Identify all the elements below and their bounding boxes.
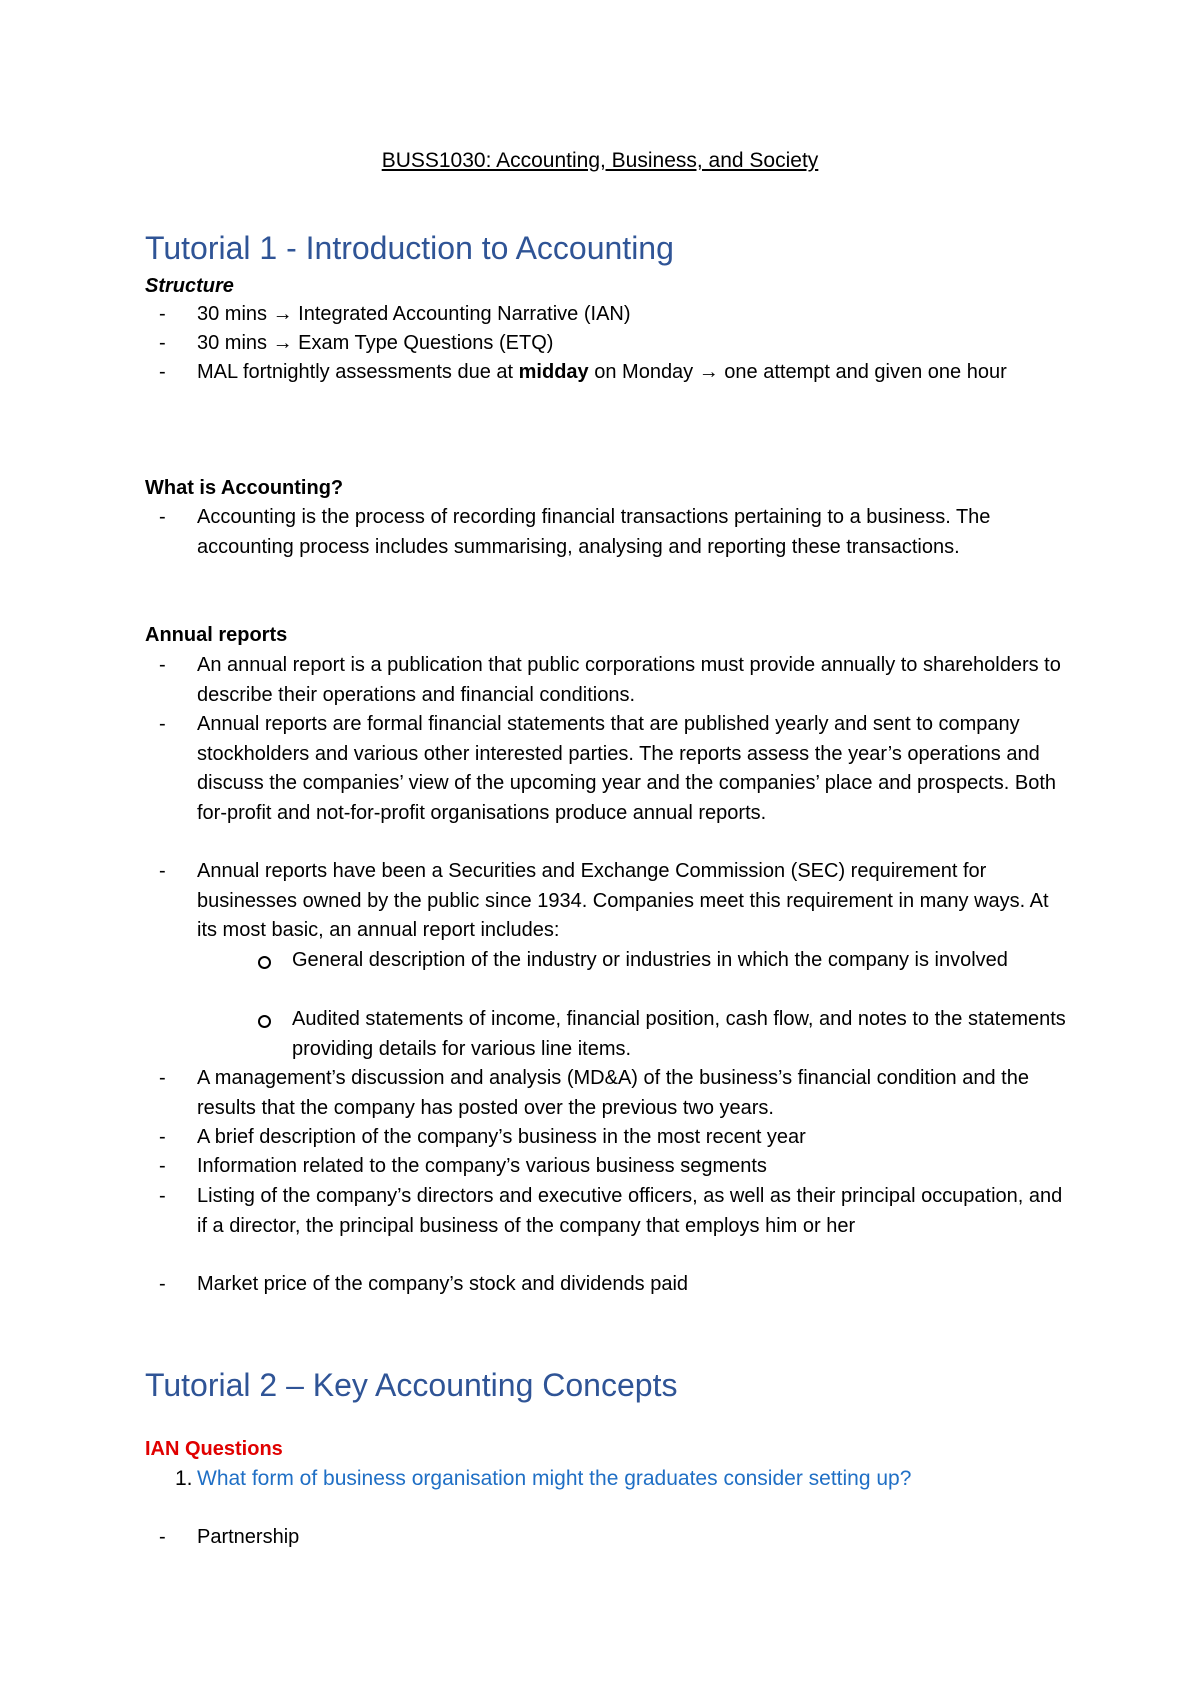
circle-bullet-icon [258,1015,271,1028]
bullet-dash: - [159,860,166,882]
numbered-question [175,1464,1067,1493]
list-item: - Accounting is the process of recording financial transactions pertaining to a business. The accounting process includes summarising, analysing and reporting these transactions. [197,503,1067,562]
ian-questions-heading: IAN Questions [145,1438,283,1460]
bullet-dash: - [159,654,166,676]
bullet-dash: - [159,1126,166,1148]
list-item: - Information related to the company’s various business segments [197,1152,1067,1182]
annual-reports-heading: Annual reports [145,624,288,646]
list-item: - Annual reports are formal financial statements that are published yearly and sent to company stockholders and various other interested parties. The reports assess the year’s operations and discuss the companies’ view of the upcoming year and the companies’ place and prospects. Both for-profit and not-for-profit organisations produce annual reports. [197,710,1067,828]
list-item: - Partnership [197,1523,1067,1553]
bullet-dash: - [159,1526,166,1548]
sub-list-item: Audited statements of income, financial position, cash flow, and notes to the statements providing details for various line items. [292,1005,1067,1064]
bullet-dash: - [159,332,166,354]
bullet-dash: - [159,1067,166,1089]
question-number: 1. [175,1467,193,1490]
bullet-dash: - [159,713,166,735]
bullet-dash: - [159,303,166,325]
list-item: - MAL fortnightly assessments due at midday on Monday → one attempt and given one hour [197,358,1067,388]
tutorial-1-title: Tutorial 1 - Introduction to Accounting [145,230,674,266]
sub-list-item: General description of the industry or industries in which the company is involved [292,946,1067,976]
list-item: - 30 mins → Exam Type Questions (ETQ) [197,329,1067,359]
tutorial-2-title: Tutorial 2 – Key Accounting Concepts [145,1367,678,1403]
list-item: - An annual report is a publication that public corporations must provide annually to shareholders to describe their operations and financial conditions. [197,651,1067,710]
bullet-dash: - [159,1155,166,1177]
structure-heading: Structure [145,275,234,297]
list-item: - Listing of the company’s directors and executive officers, as well as their principal occupation, and if a director, the principal business of the company that employs him or her [197,1182,1067,1241]
circle-bullet-icon [258,956,271,969]
list-item: - 30 mins → Integrated Accounting Narrative (IAN) [197,300,1067,330]
course-title: BUSS1030: Accounting, Business, and Society [381,149,819,172]
list-item: - A brief description of the company’s business in the most recent year [197,1123,1067,1153]
list-item: - A management’s discussion and analysis (MD&A) of the business’s financial condition and the results that the company has posted over the previous two years. [197,1064,1067,1123]
bullet-dash: - [159,1273,166,1295]
question-text: What form of business organisation might the graduates consider setting up? [197,1467,912,1490]
bullet-dash: - [159,1185,166,1207]
list-item: - Annual reports have been a Securities and Exchange Commission (SEC) requirement for businesses owned by the public since 1934. Companies meet this requirement in many ways. At its most basic, an annual report includes: [197,857,1067,946]
bullet-dash: - [159,506,166,528]
list-item: - Market price of the company’s stock and dividends paid [197,1270,1067,1300]
bullet-dash: - [159,361,166,383]
what-is-accounting-heading: What is Accounting? [145,477,344,499]
